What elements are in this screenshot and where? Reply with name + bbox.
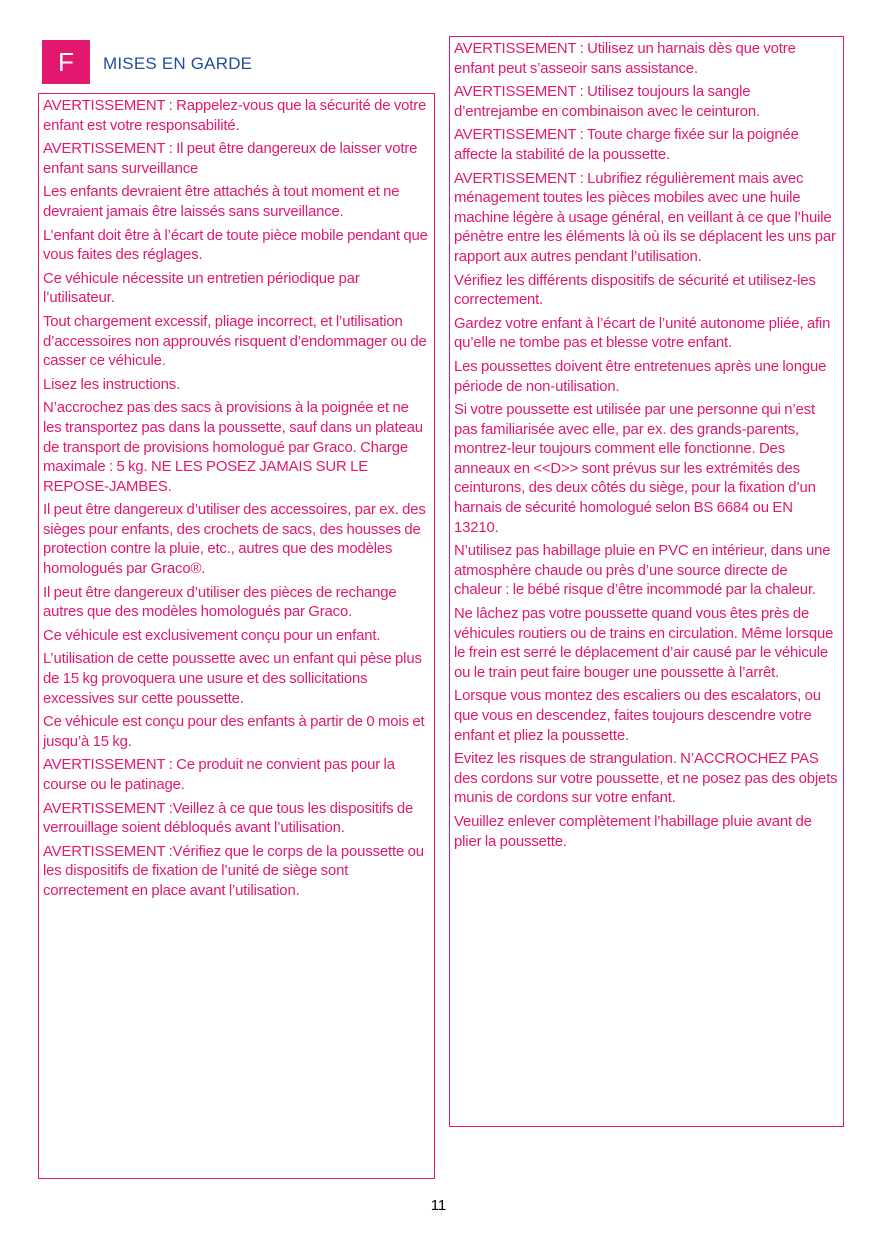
warning-paragraph: AVERTISSEMENT : Rappelez-vous que la sécurité de votre enfant est votre responsabilité. [43,98,427,134]
warning-paragraph: Evitez les risques de strangulation. N’ACCROCHEZ PAS des cordons sur votre poussette, et ne posez pas des objets munis de cordons sur votre enfant. [454,751,838,807]
warning-paragraph: Ce véhicule est exclusivement conçu pour un enfant. [43,627,381,644]
warning-paragraph: Veuillez enlever complètement l’habillage pluie avant de plier la poussette. [454,813,812,850]
warning-paragraph: AVERTISSEMENT :Vérifiez que le corps de la poussette ou les dispositifs de fixation de l’unité de siège sont correctement en place avant l’utilisation. [43,843,424,899]
warning-paragraph: AVERTISSEMENT :Veillez à ce que tous les dispositifs de verrouillage soient débloqués avant l’utilisation. [43,800,414,837]
warning-paragraph: AVERTISSEMENT : Lubrifiez régulièrement mais avec ménagement toutes les pièces mobiles avec une huile machine légère à usage général, en veillant à ce que l’huile pénètre entre les éléments là où ils se déplacent les uns par rapport aux autres pendant l’utilisation. [454,170,836,265]
warning-paragraph: Vérifiez les différents dispositifs de sécurité et utilisez-les correctement. [454,272,816,309]
warning-paragraph: Tout chargement excessif, pliage incorrect, et l’utilisation d’accessoires non approuvés risquent d’endommager ou de casser ce véhicule. [43,313,427,370]
warning-paragraph: Gardez votre enfant à l’écart de l’unité autonome pliée, afin qu’elle ne tombe pas et blesse votre enfant. [454,315,831,352]
warning-paragraph: AVERTISSEMENT : Il peut être dangereux de laisser votre enfant sans surveillance [43,141,418,177]
warnings-left-column [38,93,435,1179]
warning-paragraph: Ne lâchez pas votre poussette quand vous êtes près de véhicules routiers ou de trains en circulation. Même lorsque le frein est serré le déplacement d’air causé par le véhicule ou le train peut faire bouger une poussette à l’arrêt. [454,606,834,681]
warning-paragraph: AVERTISSEMENT : Utilisez un harnais dès que votre enfant peut s’asseoir sans assistance. [454,41,796,77]
warning-paragraph: Il peut être dangereux d’utiliser des pièces de rechange autres que des modèles homologués par Graco. [43,584,397,621]
warning-paragraph: Il peut être dangereux d’utiliser des accessoires, par ex. des sièges pour enfants, des crochets de sacs, des housses de protection contre la pluie, etc., autres que des modèles homologués par Graco®. [43,502,426,578]
warning-paragraph: N’utilisez pas habillage pluie en PVC en intérieur, dans une atmosphère chaude ou près d’une source directe de chaleur : le bébé risque d’être incommodé par la chaleur. [454,543,831,599]
warning-paragraph: Ce véhicule est conçu pour des enfants à partir de 0 mois et jusqu’à 15 kg. [43,714,425,750]
warnings-right-column [449,36,844,1127]
warning-paragraph: N’accrochez pas des sacs à provisions à la poignée et ne les transportez pas dans la poussette, sauf dans un plateau de transport de provisions homologué par Graco. Charge maximale : 5 kg. NE LES POSEZ JAMAIS SUR LE REPOSE-JAMBES. [43,400,423,495]
warning-paragraph: L’enfant doit être à l’écart de toute pièce mobile pendant que vous faites des réglages. [43,227,428,264]
warning-paragraph: Les enfants devraient être attachés à tout moment et ne devraient jamais être laissés sans surveillance. [43,184,400,220]
warning-paragraph: Lorsque vous montez des escaliers ou des escalators, ou que vous en descendez, faites toujours descendre votre enfant et pliez la poussette. [454,688,821,744]
warning-paragraph: AVERTISSEMENT : Ce produit ne convient pas pour la course ou le patinage. [43,757,395,793]
warning-paragraph: L’utilisation de cette poussette avec un enfant qui pèse plus de 15 kg provoquera une usure et des sollicitations excessives sur cette poussette. [43,651,422,707]
warning-paragraph: Les poussettes doivent être entretenues après une longue période de non-utilisation. [454,358,827,395]
warning-paragraph: Ce véhicule nécessite un entretien périodique par l’utilisateur. [43,270,360,307]
warning-paragraph: AVERTISSEMENT : Toute charge fixée sur la poignée affecte la stabilité de la poussette. [454,127,799,163]
warning-paragraph: AVERTISSEMENT : Utilisez toujours la sangle d’entrejambe en combinaison avec le ceinturon. [454,84,760,120]
section-title: MISES EN GARDE [103,54,253,73]
warning-paragraph: Si votre poussette est utilisée par une personne qui n’est pas familiarisée avec elle, par ex. des grands-parents, montrez-leur toujours comment elle fonctionne. Des anneaux en <<D>> sont prévus sur les extrémités des ceinturons, des deux côtés du siège, pour la fixation d’un harnais de sécurité homologué selon BS 6684 ou EN 13210. [454,402,816,536]
section-letter-badge: F [42,40,90,84]
warning-paragraph: Lisez les instructions. [43,376,181,393]
page-number: 11 [430,1197,447,1214]
